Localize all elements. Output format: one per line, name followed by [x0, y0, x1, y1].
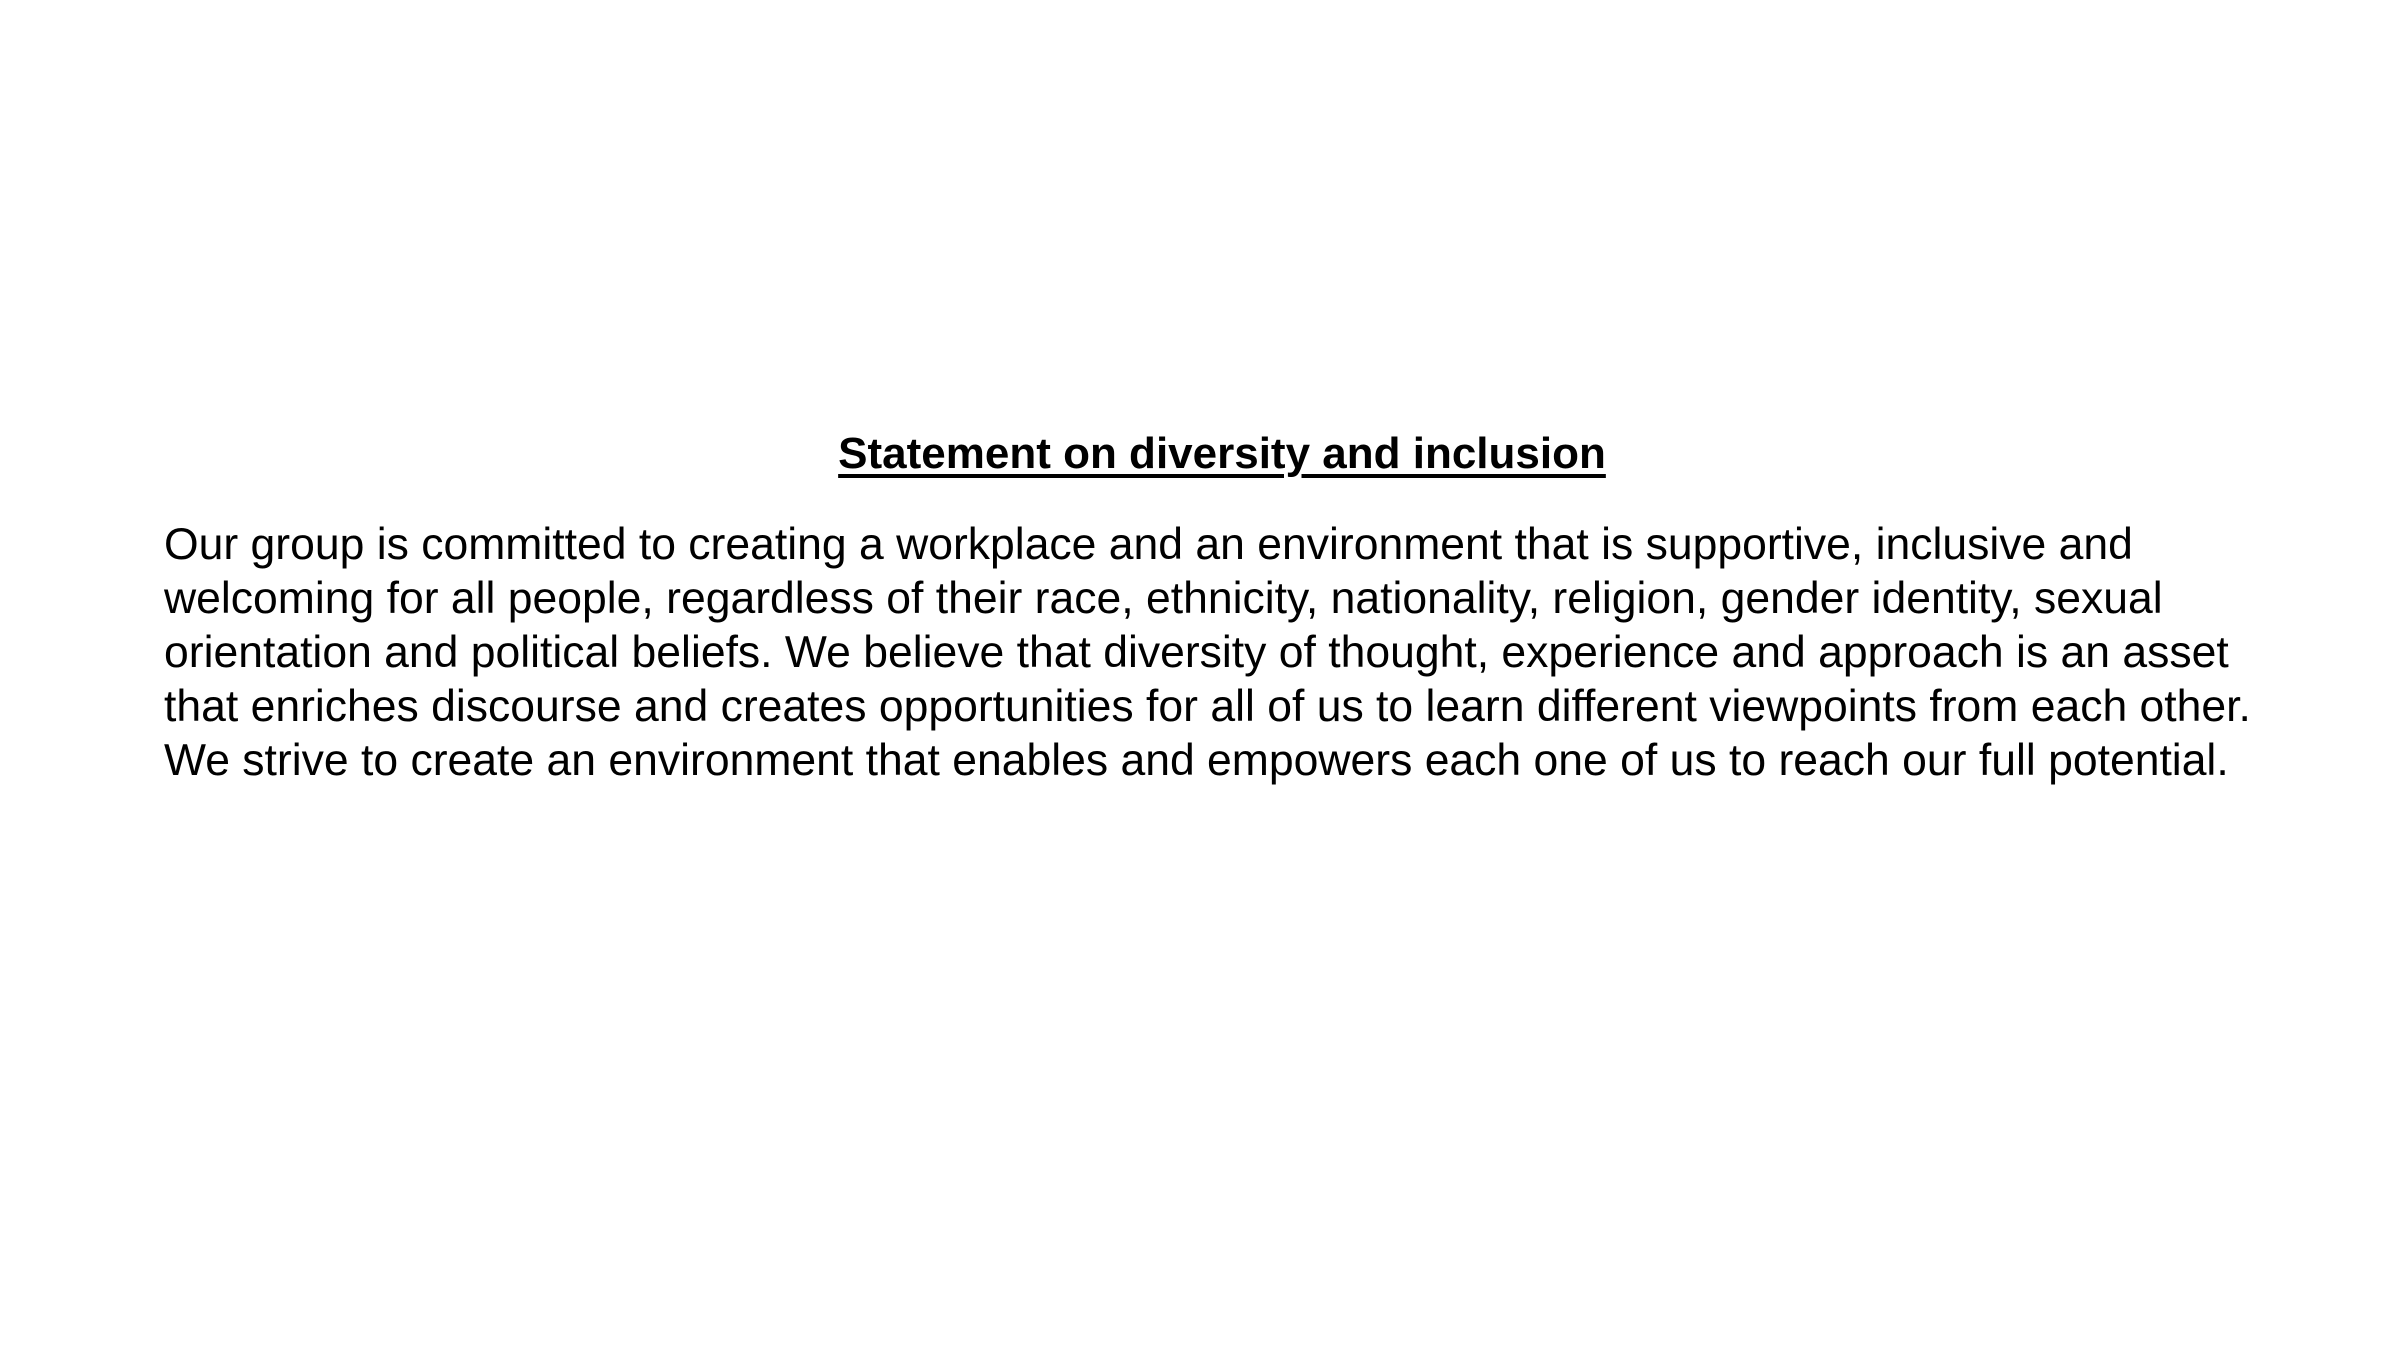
document-title: Statement on diversity and inclusion	[838, 429, 1606, 478]
statement-paragraph: Our group is committed to creating a workplace and an environment that is supportive, inclusive and welcoming for all people, regardless of their race, ethnicity, nationality, religion, gender identity, sexual orientation and political beliefs. We believe that diversity of thought, experience and approach is an asset that enriches discourse and creates opportunities for all of us to learn different viewpoints from each other. We strive to create an environment that enables and empowers each one of us to reach our full potential.	[164, 520, 2251, 785]
